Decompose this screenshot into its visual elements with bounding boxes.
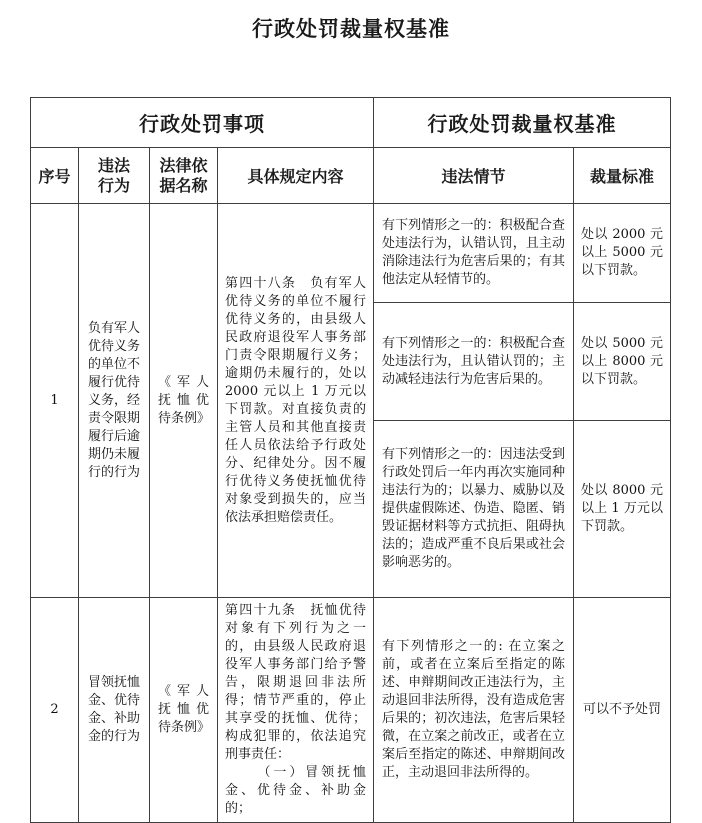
table-group-header-row xyxy=(31,98,671,148)
row-2-standard-cell: 可以不予处罚 xyxy=(574,598,671,823)
table-row-2 xyxy=(31,598,671,823)
row-2-provision-item-text: （一）冒领抚恤金、优待金、补助金的； xyxy=(225,765,366,816)
row-2-provision-text: 第四十九条 抚恤优待对象有下列行为之一的，由县级人民政府退役军人事务部门给予警告，限期退回非法所得；情节严重的，停止其享受的抚恤、优待；构成犯罪的，依法追究刑事责任： xyxy=(225,603,366,762)
row-1-circumstance-3-cell: 有下列情形之一的：因违法受到行政处罚后一年内再次实施同种违法行为的；以暴力、威胁以及提供虚假陈述、伪造、隐匿、销毁证据材料等方式抗拒、阻碍执法的；造成严重不良后果或社会影响恶劣的。 xyxy=(374,421,574,598)
row-1-provision-cell xyxy=(218,204,374,598)
column-header-circumstance: 违法情节 xyxy=(374,148,574,204)
row-2-circumstance-cell: 有下列情形之一的: 在立案之前，或者在立案后至指定的陈述、申辩期间改正违法行为，主动退回非法所得，没有造成危害后果的；初次违法，危害后果轻微，在立案之前改正，或者在立案后至指定的陈述、申辩期间改正，主动退回非法所得的。 xyxy=(374,598,574,823)
column-header-behavior xyxy=(79,148,150,204)
row-2-provision-cell xyxy=(218,598,374,823)
page-title: 行政处罚裁量权基准 xyxy=(252,17,450,41)
row-2-index-cell: 2 xyxy=(31,598,79,823)
row-1-circumstance-1-cell: 有下列情形之一的：积极配合查处违法行为，认错认罚，且主动消除违法行为危害后果的；有其他法定从轻情节的。 xyxy=(374,204,574,303)
row-1-behavior-cell: 负有军人优待义务的单位不履行优待义务，经责令限期履行后逾期仍未履行的行为 xyxy=(79,204,150,598)
row-2-legal-basis-cell: 《军人抚恤优待条例》 xyxy=(150,598,218,823)
table-column-header-row xyxy=(31,148,671,204)
penalty-discretion-table xyxy=(30,97,671,823)
row-1-standard-1-cell: 处以 2000 元以上 5000 元以下罚款。 xyxy=(574,204,671,303)
row-1-standard-2-cell: 处以 5000 元以上 8000 元以下罚款。 xyxy=(574,303,671,421)
column-header-behavior-label: 违法行为 xyxy=(97,155,130,195)
column-header-standard: 裁量标准 xyxy=(574,148,671,204)
group-header-discretion-benchmark: 行政处罚裁量权基准 xyxy=(374,98,671,148)
column-header-index: 序号 xyxy=(31,148,79,204)
row-1-legal-basis-cell: 《军人抚恤优待条例》 xyxy=(150,204,218,598)
column-header-legal-basis-label: 法律依据名称 xyxy=(159,155,208,195)
column-header-legal-basis xyxy=(150,148,218,204)
table-row-1-scenario-1 xyxy=(31,204,671,303)
row-1-provision-text: 第四十八条 负有军人优待义务的单位不履行优待义务的，由县级人民政府退役军人事务部门责令限期履行义务；逾期仍未履行的，处以 2000 元以上 1 万元以下罚款。对直接负责的主管人员和其他直接责任人员依法给予行政处分、纪律处分。因不履行优待义务使抚恤优待对象受到损失的，应当依法承担赔偿责任。 xyxy=(225,275,366,525)
row-1-index-cell: 1 xyxy=(31,204,79,598)
column-header-provision: 具体规定内容 xyxy=(218,148,374,204)
group-header-penalty-matters: 行政处罚事项 xyxy=(31,98,374,148)
row-1-standard-3-cell: 处以 8000 元以上 1 万元以下罚款。 xyxy=(574,421,671,598)
row-2-behavior-cell: 冒领抚恤金、优待金、补助金的行为 xyxy=(79,598,150,823)
row-1-circumstance-2-cell: 有下列情形之一的：积极配合查处违法行为，且认错认罚的；主动减轻违法行为危害后果的。 xyxy=(374,303,574,421)
